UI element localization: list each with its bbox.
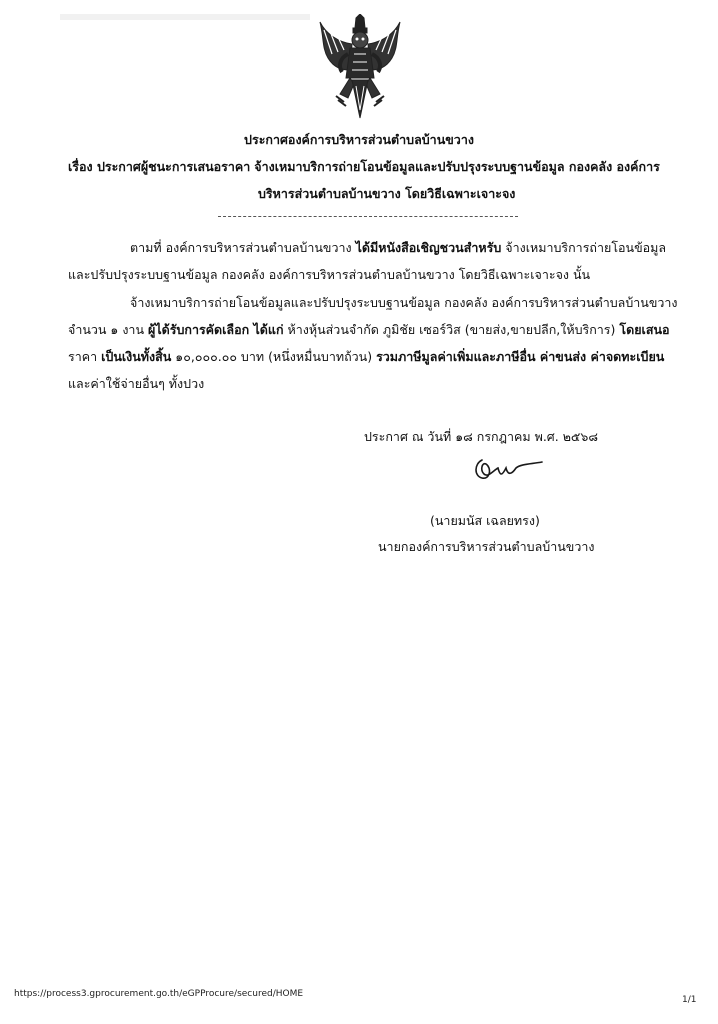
p1-text-c: จ้างเหมาบริการถ่ายโอนข้อมูล bbox=[505, 240, 667, 255]
p2-selected-label: ผู้ได้รับการคัดเลือก ได้แก่ bbox=[148, 322, 284, 337]
garuda-emblem-icon bbox=[318, 14, 402, 122]
faint-header-mark bbox=[60, 14, 310, 20]
p2-winner-name: ห้างหุ้นส่วนจำกัด ภูมิชัย เซอร์วิส (ขายส่ง,ขายปลีก,ให้บริการ) bbox=[287, 322, 616, 337]
handwritten-signature bbox=[472, 456, 544, 482]
p1-text-b: ได้มีหนังสือเชิญชวนสำหรับ bbox=[355, 240, 502, 255]
page-number: 1/1 bbox=[682, 995, 697, 1005]
subject-text-1: จ้างเหมาบริการถ่ายโอนข้อมูลและปรับปรุงระบบฐานข้อมูล กองคลัง องค์การ bbox=[254, 159, 660, 174]
announcement-title: ประกาศองค์การบริหารส่วนตำบลบ้านขวาง bbox=[244, 132, 474, 147]
footer-url: https://process3.gprocurement.go.th/eGPProcure/secured/HOME bbox=[14, 989, 304, 999]
p2-price-label: ราคา bbox=[68, 349, 98, 364]
signer-title: นายกองค์การบริหารส่วนตำบลบ้านขวาง bbox=[378, 539, 595, 554]
paragraph-2-line-2 bbox=[68, 321, 670, 339]
paragraph-2-line-1: จ้างเหมาบริการถ่ายโอนข้อมูลและปรับปรุงระบบฐานข้อมูล กองคลัง องค์การบริหารส่วนตำบลบ้านขวาง bbox=[130, 295, 678, 310]
subject-prefix: เรื่อง ประกาศผู้ชนะการเสนอราคา bbox=[68, 159, 251, 174]
p2-tax-note: รวมภาษีมูลค่าเพิ่มและภาษีอื่น ค่าขนส่ง ค่าจดทะเบียน bbox=[376, 349, 665, 364]
paragraph-1-line-1 bbox=[130, 239, 666, 257]
p2-quantity: จำนวน ๑ งาน bbox=[68, 322, 145, 337]
paragraph-2-line-4: และค่าใช้จ่ายอื่นๆ ทั้งปวง bbox=[68, 376, 205, 391]
p2-offer-label: โดยเสนอ bbox=[619, 322, 670, 337]
p2-amount: ๑๐,๐๐๐.๐๐ บาท (หนึ่งหมื่นบาทถ้วน) bbox=[175, 349, 373, 364]
subject-line-1 bbox=[68, 158, 660, 176]
divider bbox=[218, 216, 518, 217]
paragraph-2-line-3 bbox=[68, 348, 664, 366]
paragraph-1-line-2: และปรับปรุงระบบฐานข้อมูล กองคลัง องค์การบริหารส่วนตำบลบ้านขวาง โดยวิธีเฉพาะเจาะจง นั้น bbox=[68, 267, 591, 282]
signer-name: (นายมนัส เฉลยทรง) bbox=[430, 513, 540, 528]
p1-text-a: ตามที่ องค์การบริหารส่วนตำบลบ้านขวาง bbox=[130, 240, 352, 255]
p2-total-label: เป็นเงินทั้งสิ้น bbox=[101, 349, 172, 364]
announce-date: ประกาศ ณ วันที่ ๑๘ กรกฎาคม พ.ศ. ๒๕๖๘ bbox=[364, 429, 598, 444]
subject-line-2: บริหารส่วนตำบลบ้านขวาง โดยวิธีเฉพาะเจาะจง bbox=[258, 186, 516, 201]
